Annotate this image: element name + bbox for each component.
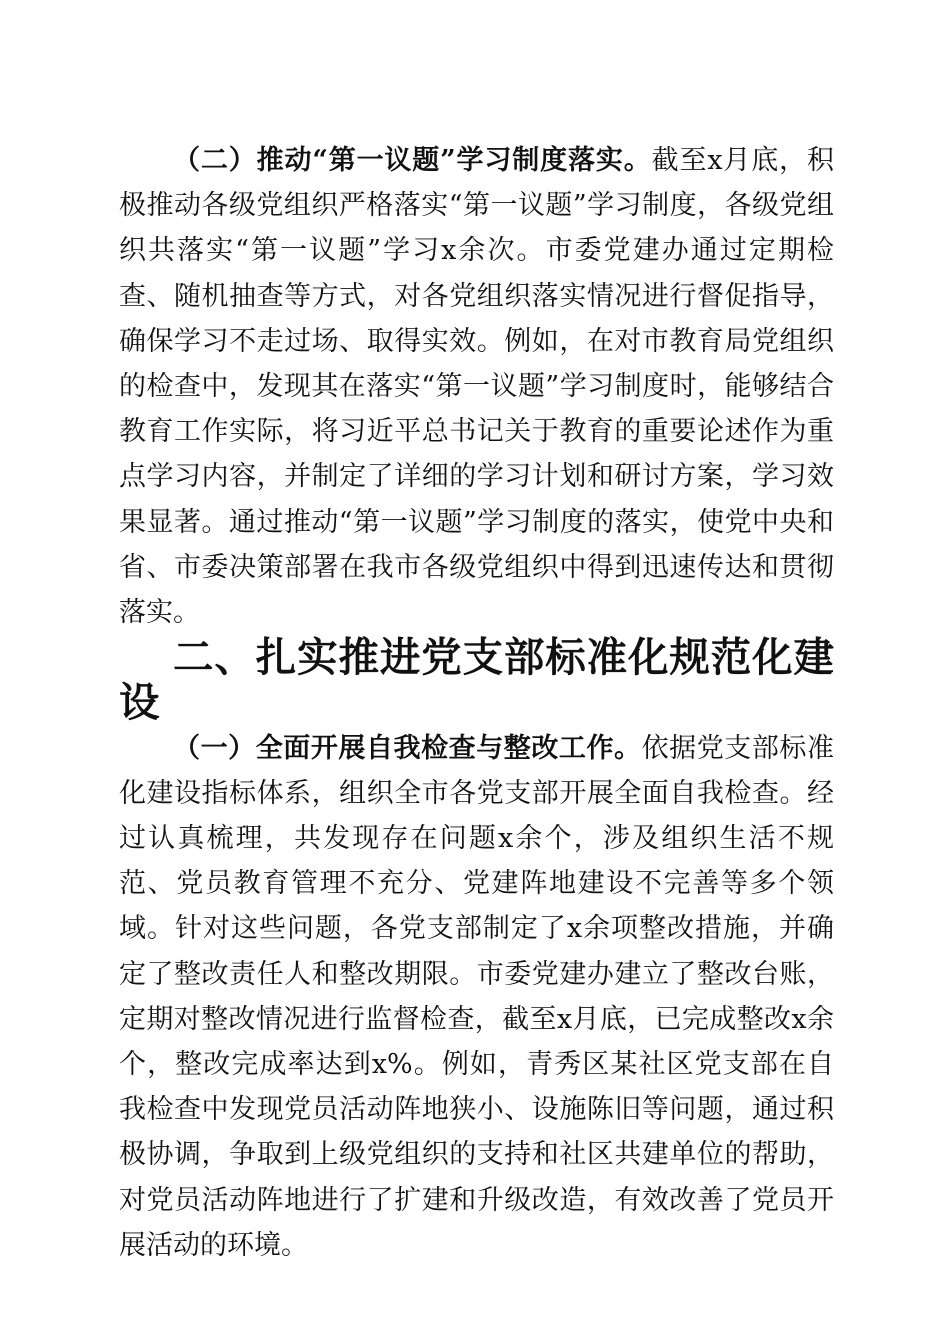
section-heading: 二、扎实推进党支部标准化规范化建设: [119, 633, 834, 727]
paragraph-first-topic-study: [119, 138, 834, 635]
paragraph-text: 依据党支部标准化建设指标体系，组织全市各党支部开展全面自我检查。经过认真梳理，共发现存在问题x余个，涉及组织生活不规范、党员教育管理不充分、党建阵地建设不完善等多个领域。针对这些问题，各党支部制定了x余项整改措施，并确定了整改责任人和整改期限。市委党建办建立了整改台账，定期对整改情况进行监督检查，截至x月底，已完成整改x余个，整改完成率达到x%。例如，青秀区某社区党支部在自我检查中发现党员活动阵地狭小、设施陈旧等问题，通过积极协调，争取到上级党组织的支持和社区共建单位的帮助，对党员活动阵地进行了扩建和升级改造，有效改善了党员开展活动的环境。: [119, 732, 835, 1261]
paragraph-lead-title: （一）全面开展自我检查与整改工作。: [173, 732, 642, 764]
paragraph-text: 截至x月底，积极推动各级党组织严格落实“第一议题”学习制度，各级党组织共落实“第一议题”学习x余次。市委党建办通过定期检查、随机抽查等方式，对各党组织落实情况进行督促指导，确保学习不走过场、取得实效。例如，在对市教育局党组织的检查中，发现其在落实“第一议题”学习制度时，能够结合教育工作实际，将习近平总书记关于教育的重要论述作为重点学习内容，并制定了详细的学习计划和研讨方案，学习效果显著。通过推动“第一议题”学习制度的落实，使党中央和省、市委决策部署在我市各级党组织中得到迅速传达和贯彻落实。: [119, 145, 834, 629]
document-body: [119, 138, 834, 1268]
paragraph-lead-title: （二）推动“第一议题”学习制度落实。: [173, 145, 652, 176]
paragraph-self-inspection: [119, 726, 834, 1268]
